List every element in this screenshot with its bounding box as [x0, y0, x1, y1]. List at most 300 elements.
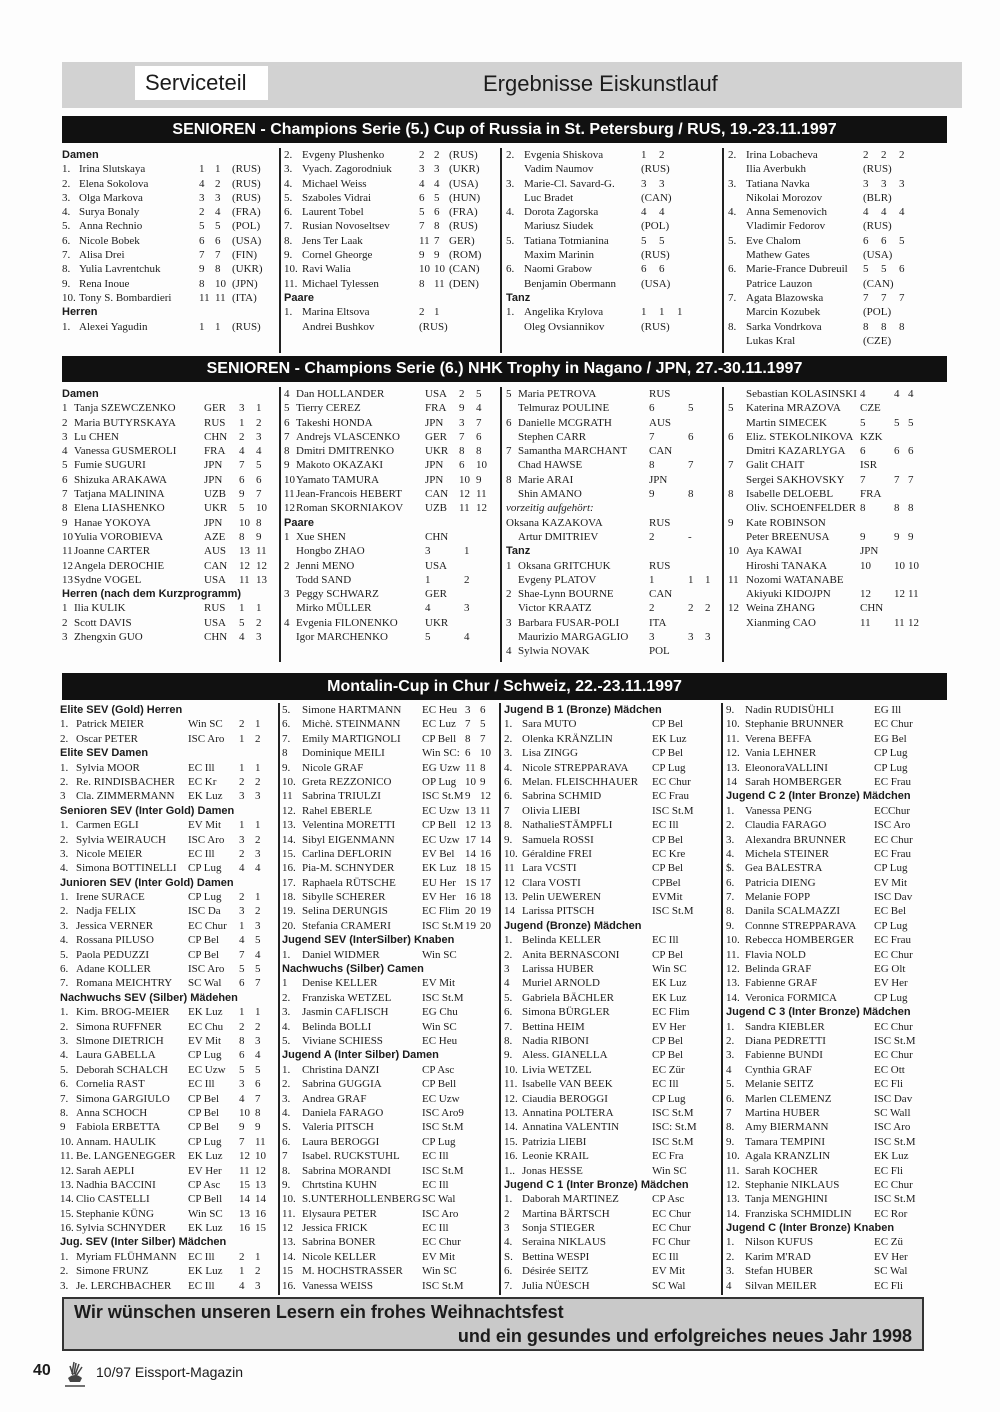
column-divider: [279, 148, 281, 353]
score-cell: 9: [476, 473, 482, 486]
rank-cell: 1.: [726, 804, 735, 817]
score-cell: 2: [705, 602, 711, 615]
rank-cell: 6: [728, 430, 734, 443]
rank-cell: 15.: [282, 847, 296, 860]
nation-cell: EV Mit: [188, 819, 222, 832]
nation-cell: Win SC: [422, 1265, 457, 1278]
result-row: [60, 861, 278, 875]
score-cell: 12: [239, 1150, 250, 1163]
result-row: [284, 162, 502, 176]
rank-cell: 1.: [60, 1250, 69, 1263]
nation-cell: EG Bel: [874, 732, 907, 745]
nation-cell: CPBel: [652, 876, 681, 889]
rank-cell: 1: [284, 530, 290, 543]
result-row: [728, 458, 946, 472]
nation-cell: RUS: [204, 416, 226, 429]
nation-cell: RUS: [204, 602, 226, 615]
score-cell: 2: [239, 1020, 245, 1033]
name-cell: Sabrina MORANDI: [302, 1164, 391, 1177]
category-heading-text: Jugend (Bronze) Mädchen: [504, 919, 642, 932]
column-divider: [500, 387, 502, 662]
score-cell: 2: [464, 573, 470, 586]
nation-cell: EC Chur: [422, 1236, 461, 1249]
name-cell: Marlen CLEMENZ: [745, 1092, 832, 1105]
rank-cell: 5.: [62, 220, 71, 233]
name-cell: Yulia VOROBIEVA: [74, 530, 164, 543]
name-cell: Sylwia NOVAK: [518, 645, 590, 658]
score-cell: 3: [239, 402, 245, 415]
name-cell: Tony S. Bombardieri: [79, 291, 172, 304]
name-cell: Melanie FOPP: [745, 891, 811, 904]
result-row: [60, 1221, 278, 1235]
nation-cell: EC Chur: [874, 718, 913, 731]
nation-cell: CP Lug: [188, 1049, 222, 1062]
name-cell: Rahel EBERLE: [302, 804, 372, 817]
nation-cell: EC Flim: [422, 905, 460, 918]
result-row: [728, 573, 946, 587]
result-row: [506, 458, 724, 472]
nation-cell: EC Kr: [188, 775, 217, 788]
result-row: [62, 291, 280, 305]
category-heading-text: Elite SEV Damen: [60, 747, 149, 760]
result-row: [284, 219, 502, 233]
page-title: Ergebnisse Eiskunstlauf: [483, 71, 718, 96]
name-cell: Annatina POLTERA: [522, 1106, 614, 1119]
score-cell: 2: [255, 732, 261, 745]
score-cell: 8: [863, 320, 869, 333]
score-cell: 3: [199, 191, 205, 204]
score-cell: 5: [239, 616, 245, 629]
result-row: [284, 205, 502, 219]
result-row: [506, 191, 724, 205]
rank-cell: 12: [62, 559, 73, 572]
name-cell: M. HOCHSTRASSER: [302, 1265, 403, 1278]
score-cell: 11: [215, 291, 226, 304]
rank-cell: 9.: [726, 704, 735, 716]
result-row: [62, 430, 280, 444]
name-cell: Yamato TAMURA: [296, 473, 380, 486]
score-cell: 13: [480, 819, 491, 832]
result-row: [726, 732, 946, 746]
name-cell: Patricia DIENG: [745, 876, 816, 889]
rank-cell: 6.: [504, 1006, 513, 1019]
result-row: [62, 530, 280, 544]
rank-cell: 12.: [504, 1092, 518, 1105]
nation-cell: (RUS): [449, 149, 478, 161]
nation-cell: EC Ill: [188, 1279, 215, 1292]
name-cell: Marina Eltsova: [302, 306, 370, 319]
score-cell: 11: [239, 1164, 250, 1177]
name-cell: Selina DERUNGIS: [302, 905, 388, 918]
result-row: [726, 876, 946, 890]
score-cell: 2: [239, 430, 245, 443]
rank-cell: 1: [282, 977, 288, 990]
rank-cell: 7: [504, 804, 510, 817]
rank-cell: 14: [726, 775, 737, 788]
score-cell: 3: [255, 847, 261, 860]
score-cell: 16: [465, 891, 476, 904]
result-row: [282, 1164, 500, 1178]
result-row: [282, 1207, 500, 1221]
score-cell: 13: [255, 1178, 266, 1191]
nation-cell: ISC St.M: [652, 1106, 694, 1119]
rank-cell: 6.: [506, 263, 515, 276]
result-row: [506, 234, 724, 248]
name-cell: Fumie SUGURI: [74, 459, 146, 472]
rank-cell: 12: [728, 602, 739, 615]
rank-cell: 9.: [504, 1049, 513, 1062]
score-cell: 8: [419, 277, 425, 290]
result-row: [282, 1192, 500, 1206]
result-row: [504, 1135, 722, 1149]
name-cell: Martina HUBER: [745, 1106, 820, 1119]
nation-cell: CP Bel: [652, 1049, 684, 1062]
result-row: [726, 861, 946, 875]
nation-cell: ISC St.M: [422, 1121, 464, 1134]
name-cell: Ravi Walia: [302, 263, 351, 276]
score-cell: 3: [255, 790, 261, 803]
score-cell: 4: [255, 1049, 261, 1062]
result-row: [284, 630, 502, 644]
result-row: [728, 277, 946, 291]
score-cell: 7: [419, 220, 425, 233]
nation-cell: EC Uzw: [422, 1092, 460, 1105]
category-heading-text: Junioren SEV (Inter Gold) Damen: [60, 876, 234, 889]
name-cell: Stefania CRAMERI: [302, 919, 391, 932]
rank-cell: 6.: [728, 263, 737, 276]
category-heading: [504, 919, 722, 933]
rank-cell: 4.: [62, 206, 71, 219]
nation-cell: RUS: [649, 516, 671, 529]
result-row: [62, 616, 280, 630]
rank-cell: 12: [282, 1222, 293, 1235]
name-cell: Lu CHEN: [74, 430, 119, 443]
rank-cell: 3: [504, 963, 510, 976]
rank-cell: 4: [726, 1279, 732, 1292]
result-row: [62, 177, 280, 191]
nation-cell: (CAN): [449, 263, 480, 276]
name-cell: Ilia Averbukh: [746, 163, 806, 176]
rank-cell: 15.: [60, 1207, 74, 1220]
rank-cell: 1.: [60, 761, 69, 774]
name-cell: Andrei Bushkov: [302, 320, 375, 333]
score-cell: 7: [459, 430, 465, 443]
name-cell: Sydne VOGEL: [74, 573, 142, 586]
name-cell: Oksana KAZAKOVA: [506, 516, 603, 529]
rank-cell: 7.: [282, 732, 291, 745]
rank-cell: 7.: [62, 249, 71, 262]
name-cell: Jessica VERNER: [76, 919, 154, 932]
rank-cell: 13.: [282, 819, 296, 832]
score-cell: 1: [255, 819, 261, 832]
score-cell: 11: [459, 502, 470, 515]
name-cell: Greta REZZONICO: [302, 775, 392, 788]
nation-cell: EK Luz: [188, 1265, 223, 1278]
nation-cell: EK Luz: [188, 1006, 223, 1019]
nation-cell: EC Ill: [652, 1250, 679, 1263]
rank-cell: 6.: [504, 1265, 513, 1278]
result-row: [282, 876, 500, 890]
rank-cell: 12.: [726, 963, 740, 976]
name-cell: Sabrina TRIULZI: [302, 790, 381, 803]
nation-cell: CP Asc: [188, 1178, 221, 1191]
score-cell: 2: [255, 1020, 261, 1033]
nation-cell: ISC St.M: [874, 1193, 916, 1206]
nation-cell: EK Luz: [188, 1150, 223, 1163]
rank-cell: 2.: [62, 177, 71, 190]
name-cell: Connne STREPPARAVA: [745, 919, 857, 932]
result-row: [726, 1264, 946, 1278]
column-divider: [499, 703, 501, 1295]
name-cell: Rusian Novoseltsev: [302, 220, 390, 233]
rank-cell: 1.: [60, 718, 69, 731]
score-cell: 11: [239, 573, 250, 586]
score-cell: 15: [480, 862, 491, 875]
name-cell: Valeria PITSCH: [302, 1121, 374, 1134]
rank-cell: 3.: [60, 1034, 69, 1047]
rank-cell: 1.: [726, 1236, 735, 1249]
name-cell: Sibylle SCHERER: [302, 891, 386, 904]
result-row: [282, 1092, 500, 1106]
name-cell: Olenka KRÄNZLIN: [522, 732, 613, 745]
score-cell: 10: [215, 277, 226, 290]
result-row: [282, 890, 500, 904]
score-cell: 8: [434, 220, 440, 233]
score-cell: 15: [239, 1178, 250, 1191]
score-cell: 8: [476, 445, 482, 458]
page-number: 40: [33, 1362, 51, 1379]
name-cell: Viviane SCHIESS: [302, 1034, 383, 1047]
rank-cell: 2: [284, 559, 290, 572]
nation-cell: EC Ill: [188, 1250, 215, 1263]
score-cell: 2: [688, 602, 694, 615]
rank-cell: 6.: [726, 876, 735, 889]
nation-cell: EV Her: [652, 1020, 686, 1033]
nation-cell: CHN: [204, 430, 228, 443]
score-cell: 8: [255, 1106, 261, 1119]
rank-cell: 5: [284, 402, 290, 415]
rank-cell: 8: [282, 747, 288, 760]
name-cell: Nilson KUFUS: [745, 1236, 814, 1249]
result-row: [60, 1020, 278, 1034]
nation-cell: CP Bel: [652, 948, 684, 961]
result-row: [726, 890, 946, 904]
result-row: [726, 761, 946, 775]
result-row: [504, 1192, 722, 1206]
name-cell: Tierry CEREZ: [296, 402, 361, 415]
rank-cell: S.: [282, 1121, 291, 1134]
result-row: [728, 516, 946, 530]
name-cell: Clio CASTELLI: [76, 1193, 150, 1206]
nation-cell: ISC Aro: [874, 1121, 911, 1134]
result-row: [60, 1149, 278, 1163]
score-cell: 3: [459, 416, 465, 429]
rank-cell: 1.: [60, 1006, 69, 1019]
name-cell: Eve Chalom: [746, 234, 801, 247]
result-row: [728, 291, 946, 305]
result-row: [506, 162, 724, 176]
nation-cell: 11: [860, 616, 871, 629]
score-cell: 7: [255, 1092, 261, 1105]
name-cell: Be. LANGENEGGER: [76, 1150, 176, 1163]
score-cell: 6: [688, 430, 694, 443]
rank-cell: S.: [504, 1250, 513, 1263]
nation-cell: ISC Aro: [188, 732, 225, 745]
score-cell: 5: [239, 963, 245, 976]
nation-cell: GER): [449, 234, 475, 247]
result-row: [506, 559, 724, 573]
result-row: [282, 818, 500, 832]
name-cell: Stephanie KÜNG: [76, 1207, 154, 1220]
nation-cell: JPN: [204, 516, 223, 529]
result-row: [504, 1063, 722, 1077]
rank-cell: 5.: [60, 948, 69, 961]
name-cell: Todd SAND: [296, 573, 352, 586]
result-row: [282, 1250, 500, 1264]
result-row: [726, 933, 946, 947]
score-cell: 10: [419, 263, 430, 276]
result-row: [60, 732, 278, 746]
result-row: [506, 430, 724, 444]
name-cell: Scott DAVIS: [74, 616, 132, 629]
nation-cell: CZE: [860, 402, 881, 415]
nation-cell: EC Ill: [188, 1078, 215, 1091]
event2-results: [60, 387, 947, 662]
result-row: [726, 833, 946, 847]
result-row: [506, 644, 724, 658]
score-cell: 4: [641, 206, 647, 219]
name-cell: Franziska SCHMIDLIN: [745, 1207, 852, 1220]
score-cell: 8: [894, 502, 900, 515]
result-row: [60, 1135, 278, 1149]
score-cell: 6: [465, 747, 471, 760]
nation-cell: CP Bel: [652, 833, 684, 846]
name-cell: Peggy SCHWARZ: [296, 588, 379, 601]
result-row: [62, 248, 280, 262]
result-row: [728, 219, 946, 233]
result-row: [282, 861, 500, 875]
result-row: [726, 1120, 946, 1134]
result-row: [728, 501, 946, 515]
result-row: [728, 177, 946, 191]
score-cell: 11: [894, 616, 905, 629]
name-cell: Danila SCALMAZZI: [745, 905, 841, 918]
result-row: [282, 1221, 500, 1235]
result-row: [504, 1264, 722, 1278]
result-row: [282, 804, 500, 818]
name-cell: Muriel ARNOLD: [522, 977, 600, 990]
nation-cell: EC Bel: [874, 905, 907, 918]
name-cell: Lukas Kral: [746, 334, 796, 347]
result-row: [284, 559, 502, 573]
score-cell: 10: [459, 473, 470, 486]
score-cell: 7: [688, 459, 694, 472]
rank-cell: 2.: [726, 819, 735, 832]
nation-cell: CAN: [425, 488, 449, 501]
result-row: [728, 544, 946, 558]
name-cell: Alexei Yagudin: [79, 320, 148, 333]
rank-cell: 2: [506, 588, 512, 601]
score-cell: 10: [465, 775, 476, 788]
nation-cell: ISC St.M: [422, 991, 464, 1004]
result-row: [284, 320, 502, 334]
nation-cell: CHN: [204, 631, 228, 644]
result-row: [62, 277, 280, 291]
nation-cell: AUS: [204, 545, 227, 558]
result-row: [282, 1264, 500, 1278]
result-row: [60, 1005, 278, 1019]
score-cell: (BLR): [863, 191, 892, 204]
score-cell: 10: [480, 747, 491, 760]
score-cell: 17: [480, 876, 491, 889]
score-cell: 7: [881, 291, 887, 304]
nation-cell: EV Her: [422, 891, 456, 904]
name-cell: Jenni MENO: [296, 559, 355, 572]
name-cell: Weina ZHANG: [746, 602, 816, 615]
result-row: [60, 1120, 278, 1134]
result-row: [504, 991, 722, 1005]
category-heading-text: Tanz: [506, 291, 531, 304]
category-heading: [60, 804, 278, 818]
rank-cell: 3: [284, 588, 290, 601]
nation-cell: EV Mit: [874, 876, 908, 889]
result-row: [506, 177, 724, 191]
result-row: [504, 789, 722, 803]
score-cell: 4: [419, 177, 425, 190]
rank-cell: 4.: [504, 1236, 513, 1249]
nation-cell: EC Frau: [874, 775, 911, 788]
name-cell: Carlina DEFLORIN: [302, 847, 392, 860]
rank-cell: 1.: [284, 306, 293, 319]
result-row: [506, 148, 724, 162]
result-row: [282, 991, 500, 1005]
name-cell: Hongbo ZHAO: [296, 545, 365, 558]
name-cell: Dmitri KAZARLYGA: [746, 445, 846, 458]
name-cell: Aya KAWAI: [746, 545, 802, 558]
result-row: [504, 962, 722, 976]
score-cell: 4: [881, 206, 887, 219]
name-cell: Anita BERNASCONI: [522, 948, 620, 961]
score-cell: (RUS): [641, 249, 670, 262]
rank-cell: 8.: [504, 819, 513, 832]
score-cell: (USA): [863, 249, 893, 262]
rank-cell: 4: [284, 616, 290, 629]
name-cell: Géraldine FREI: [522, 847, 592, 860]
score-cell: 10: [239, 1106, 250, 1119]
score-cell: 6: [459, 459, 465, 472]
result-row: [284, 601, 502, 615]
name-cell: EleonoraVALLINI: [745, 761, 828, 774]
score-cell: 2: [659, 149, 665, 161]
nation-cell: CP Bell: [422, 819, 457, 832]
rank-cell: 11.: [60, 1150, 74, 1163]
name-cell: Stephen CARR: [518, 430, 587, 443]
name-cell: Sarah AEPLI: [76, 1164, 135, 1177]
column-divider: [722, 387, 724, 662]
name-cell: Nadia RIBONI: [522, 1034, 589, 1047]
name-cell: Laura GABELLA: [76, 1049, 156, 1062]
nation-cell: 6: [649, 402, 655, 415]
result-row: [504, 761, 722, 775]
nation-cell: 4: [860, 388, 866, 400]
rank-cell: 10.: [282, 775, 296, 788]
rank-cell: 5.: [60, 1063, 69, 1076]
result-row: [60, 962, 278, 976]
nation-cell: SC Wal: [188, 977, 222, 990]
nation-cell: AZE: [204, 530, 226, 543]
score-cell: 13: [239, 545, 250, 558]
score-cell: 1: [434, 306, 440, 319]
